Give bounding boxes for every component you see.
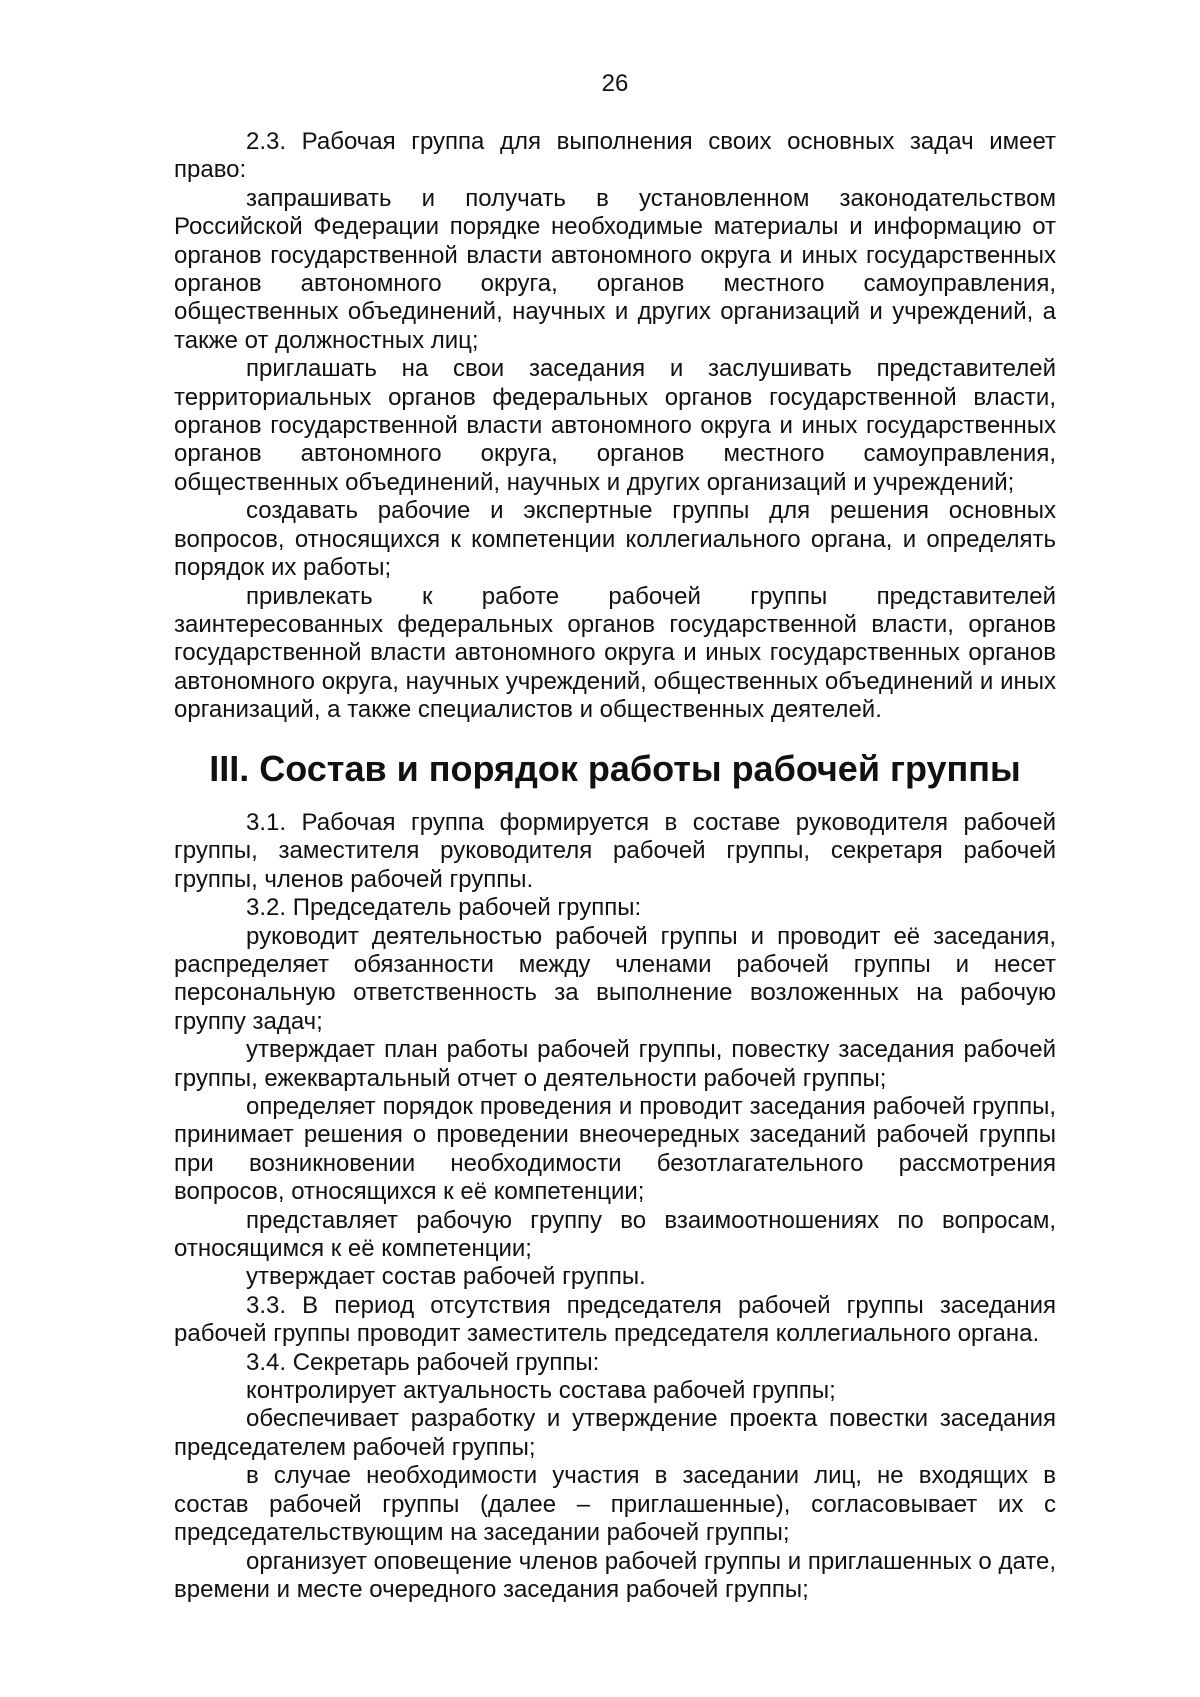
paragraph-right-request-materials: запрашивать и получать в установленном законодательством Российской Федерации порядке необходимые материалы и информацию от органов государственной власти автономного округа и иных государственных органов автономного округа, органов местного самоуправления, общественных объединений, научных и других организаций и учреждений, а также от должностных лиц; [174,184,1056,354]
paragraph-chair-represents: представляет рабочую группу во взаимоотношениях по вопросам, относящимся к её компетенции; [174,1206,1056,1263]
section-2-body [174,128,1056,725]
paragraph-right-create-groups: создавать рабочие и экспертные группы для решения основных вопросов, относящихся к компетенции коллегиального органа, и определять порядок их работы; [174,497,1056,582]
paragraph-secretary-agenda: обеспечивает разработку и утверждение проекта повестки заседания председателем рабочей группы; [174,1405,1056,1461]
section-3-heading: III. Состав и порядок работы рабочей группы [209,747,1021,789]
paragraph-secretary-controls: контролирует актуальность состава рабочей группы; [246,1377,836,1405]
paragraph-chair-approves-composition: утверждает состав рабочей группы. [246,1263,646,1291]
page-number: 26 [601,70,629,97]
paragraph-chair-defines-procedure: определяет порядок проведения и проводит заседания рабочей группы, принимает решения о проведении внеочередных заседаний рабочей группы при возникновении необходимости безотлагательного рассмотрения вопросов, относящихся к её компетенции; [174,1093,1056,1206]
paragraph-secretary-invitees: в случае необходимости участия в заседании лиц, не входящих в состав рабочей группы (далее – приглашенные), согласовывает их с председательствующим на заседании рабочей группы; [174,1462,1056,1547]
paragraph-secretary-notifies: организует оповещение членов рабочей группы и приглашенных о дате, времени и месте очередного заседания рабочей группы; [174,1547,1056,1603]
paragraph-right-invite-representatives: приглашать на свои заседания и заслушивать представителей территориальных органов федеральных органов государственной власти, органов государственной власти автономного округа и иных государственных органов автономного округа, органов местного самоуправления, общественных объединений, научных и других организаций и учреждений; [174,355,1056,496]
paragraph-3-4: 3.4. Секретарь рабочей группы: [246,1348,600,1376]
paragraph-3-2: 3.2. Председатель рабочей группы: [246,894,642,922]
paragraph-right-involve-specialists: привлекать к работе рабочей группы представителей заинтересованных федеральных органов государственной власти, органов государственной власти автономного округа и иных государственных органов автономного округа, научных учреждений, общественных объединений и иных организаций, а также специалистов и общественных деятелей. [174,582,1056,724]
paragraph-chair-approves-plan: утверждает план работы рабочей группы, повестку заседания рабочей группы, ежеквартальный отчет о деятельности рабочей группы; [174,1036,1056,1092]
paragraph-2-3: 2.3. Рабочая группа для выполнения своих основных задач имеет право: [174,128,1056,184]
paragraph-3-1: 3.1. Рабочая группа формируется в составе руководителя рабочей группы, заместителя руководителя рабочей группы, секретаря рабочей группы, членов рабочей группы. [174,808,1056,893]
section-3-body [174,809,1056,1604]
paragraph-chair-leads: руководит деятельностью рабочей группы и проводит её заседания, распределяет обязанности между членами рабочей группы и несет персональную ответственность за выполнение возложенных на рабочую группу задач; [174,922,1056,1035]
paragraph-3-3: 3.3. В период отсутствия председателя рабочей группы заседания рабочей группы проводит заместитель председателя коллегиального органа. [174,1291,1056,1348]
